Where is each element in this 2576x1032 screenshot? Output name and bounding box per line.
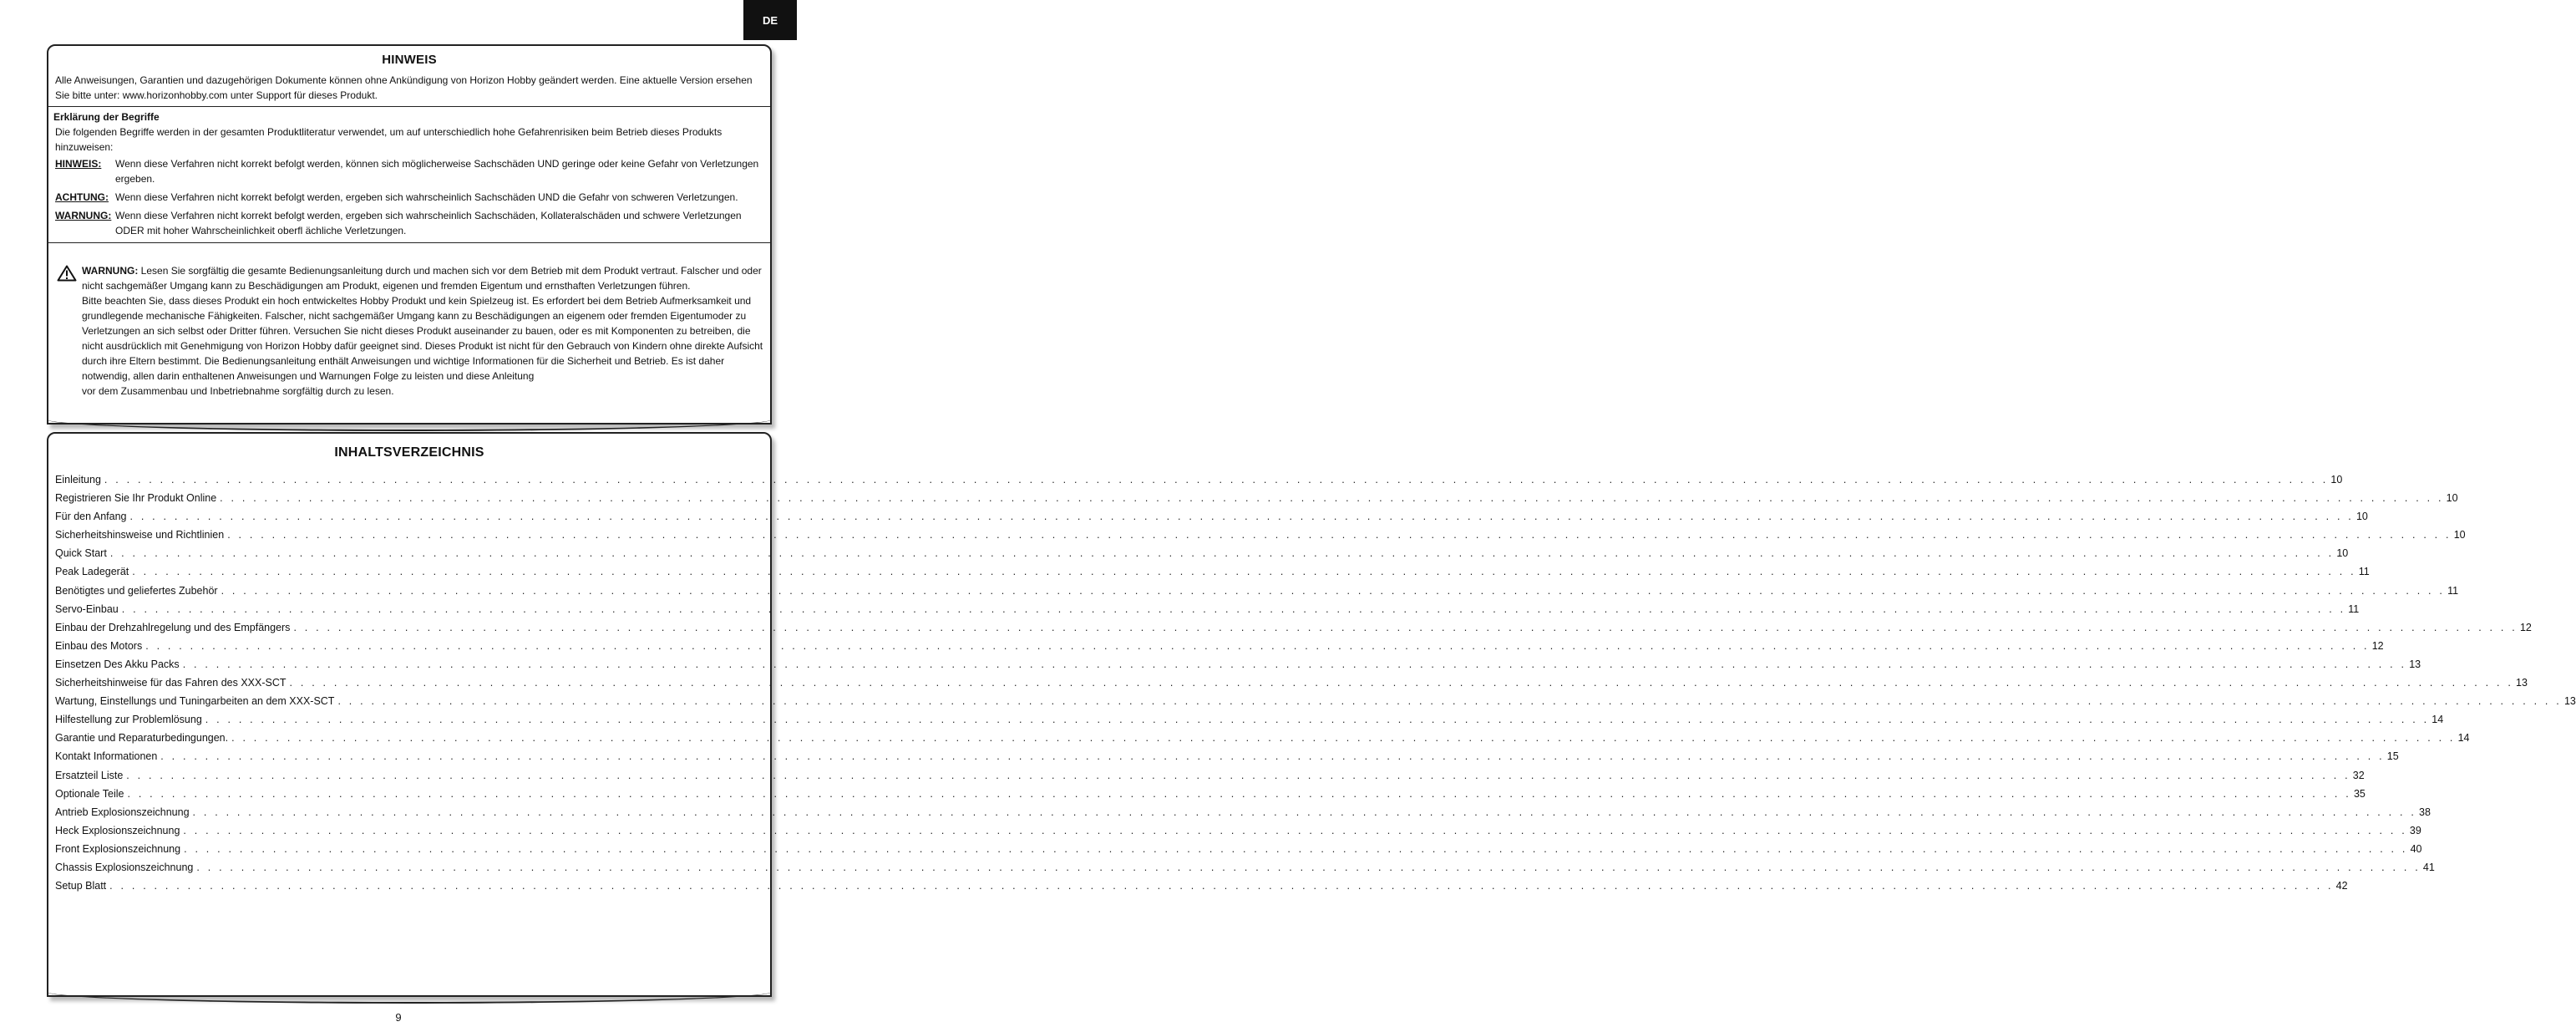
toc-entry-page: 10 [2355,511,2368,523]
toc-leader-dots: . . . . . . . . . . . . . . . . . . . . . . . . . . . . . . . . . . . . . . . . . . . . . . . . . . . . . . . . . . . . . . . . . . . . . . . . . . . . . . . . . . . . . . . . . . . . . . . . . . . . . . . . . . . . . . . . . . . . . . . . . . . . . . . . . . . . . . . . . . . . . . . . . . . . . . . . . . . . . . . . . . . . . . . . . . . . . . . . . . . . . . . . . . . . . . . . . . . . . . . . [183,824,2407,836]
toc-entry[interactable] [55,562,2370,581]
toc-entry-page: 13 [2516,677,2528,689]
term-row [53,208,763,238]
toc-entry-title: Wartung, Einstellungs und Tuningarbeiten an dem XXX-SCT [55,695,335,708]
toc-leader-dots: . . . . . . . . . . . . . . . . . . . . . . . . . . . . . . . . . . . . . . . . . . . . . . . . . . . . . . . . . . . . . . . . . . . . . . . . . . . . . . . . . . . . . . . . . . . . . . . . . . . . . . . . . . . . . . . . . . . . . . . . . . . . . . . . . . . . . . . . . . . . . . . . . . . . . . . . . . . . . . . . . . . . . . . . . . . . . . . . . . . . . . . . . . . . . . . . . . . . . . . . [160,750,2385,763]
toc-entry-page: 14 [2457,732,2470,745]
warning-triangle-icon [57,265,77,282]
toc-entry-title: Registrieren Sie Ihr Produkt Online [55,492,217,505]
toc-entry[interactable] [55,526,2466,544]
toc-entry-page: 32 [2352,769,2365,781]
toc-entry-title: Antrieb Explosionszeichnung [55,806,190,818]
warning-text [82,263,763,293]
toc-entry-page: 11 [2447,584,2459,597]
terms-section [48,107,770,243]
toc-entry[interactable] [55,544,2349,562]
toc-entry-page: 15 [2386,750,2399,763]
toc-entry-page: 10 [2336,547,2349,560]
toc-entry[interactable] [55,710,2444,729]
toc-entry-page: 11 [2358,566,2370,578]
toc-entry[interactable] [55,821,2421,840]
toc-leader-dots: . . . . . . . . . . . . . . . . . . . . . . . . . . . . . . . . . . . . . . . . . . . . . . . . . . . . . . . . . . . . . . . . . . . . . . . . . . . . . . . . . . . . . . . . . . . . . . . . . . . . . . . . . . . . . . . . . . . . . . . . . . . . . . . . . . . . . . . . . . . . . . . . . . . . . . . . . . . . . . . . . . . . . . . . . . . . . . . . . . . . . . . . . . . . . . . . . . . . . . . . [196,861,2421,873]
toc-entry-title: Front Explosionszeichnung [55,842,181,855]
toc-entry-title: Ersatzteil Liste [55,769,124,781]
toc-entry-page: 13 [2563,695,2576,708]
toc-entry-title: Sicherheitshinweise für das Fahren des XXX-SCT [55,677,287,689]
toc-entry-title: Einsetzen Des Akku Packs [55,658,180,670]
toc-entry-page: 13 [2409,658,2421,670]
toc-entry-page: 10 [2330,474,2343,485]
toc-leader-dots: . . . . . . . . . . . . . . . . . . . . . . . . . . . . . . . . . . . . . . . . . . . . . . . . . . . . . . . . . . . . . . . . . . . . . . . . . . . . . . . . . . . . . . . . . . . . . . . . . . . . . . . . . . . . . . . . . . . . . . . . . . . . . . . . . . . . . . . . . . . . . . . . . . . . . . . . . . . . . . . . . . . . . . . . . . . . . . . . . . . . . . . . . . . . . . . . . . . . . . . . [220,492,2444,505]
toc-entry-title: Optionale Teile [55,787,124,800]
toc-entry-page: 11 [2348,602,2360,615]
toc-entry-title: Peak Ladegerät [55,566,129,578]
toc-leader-dots: . . . . . . . . . . . . . . . . . . . . . . . . . . . . . . . . . . . . . . . . . . . . . . . . . . . . . . . . . . . . . . . . . . . . . . . . . . . . . . . . . . . . . . . . . . . . . . . . . . . . . . . . . . . . . . . . . . . . . . . . . . . . . . . . . . . . . . . . . . . . . . . . . . . . . . . . . . . . . . . . . . . . . . . . . . . . . . . . . . . . . . . . . . . . . . . . . . . . . . . . [293,621,2518,633]
notice-box [47,44,772,424]
toc-entry[interactable] [55,803,2431,821]
toc-entry-title: Kontakt Informationen [55,750,158,763]
toc-entry-title: Garantie und Reparaturbedingungen. [55,732,229,745]
toc-title: INHALTSVERZEICHNIS [334,445,484,460]
term-row [53,190,763,205]
toc-leader-dots: . . . . . . . . . . . . . . . . . . . . . . . . . . . . . . . . . . . . . . . . . . . . . . . . . . . . . . . . . . . . . . . . . . . . . . . . . . . . . . . . . . . . . . . . . . . . . . . . . . . . . . . . . . . . . . . . . . . . . . . . . . . . . . . . . . . . . . . . . . . . . . . . . . . . . . . . . . . . . . . . . . . . . . . . . . . . . . . . . . . . . . . . . . . . . . . . . . . . . . . . [132,566,2356,578]
toc-entry-page: 12 [2371,639,2384,652]
notice-section [48,46,770,107]
toc-entry-page: 41 [2422,861,2435,873]
toc-entry-page: 40 [2410,842,2422,855]
box-bottom-edge [47,992,772,1004]
toc-entry[interactable] [55,729,2470,747]
toc-entry[interactable] [55,674,2528,692]
toc-entry[interactable] [55,655,2421,674]
toc-leader-dots: . . . . . . . . . . . . . . . . . . . . . . . . . . . . . . . . . . . . . . . . . . . . . . . . . . . . . . . . . . . . . . . . . . . . . . . . . . . . . . . . . . . . . . . . . . . . . . . . . . . . . . . . . . . . . . . . . . . . . . . . . . . . . . . . . . . . . . . . . . . . . . . . . . . . . . . . . . . . . . . . . . . . . . . . . . . . . . . . . . . . . . . . . . . . . . . . . . . . . . . . [109,547,2335,560]
box-bottom-edge [47,419,772,431]
toc-entry[interactable] [55,470,2343,489]
toc-entry-title: Setup Blatt [55,880,107,892]
toc-entry-title: Hilfestellung zur Problemlösung [55,714,202,726]
toc-entry[interactable] [55,785,2366,803]
toc-leader-dots: . . . . . . . . . . . . . . . . . . . . . . . . . . . . . . . . . . . . . . . . . . . . . . . . . . . . . . . . . . . . . . . . . . . . . . . . . . . . . . . . . . . . . . . . . . . . . . . . . . . . . . . . . . . . . . . . . . . . . . . . . . . . . . . . . . . . . . . . . . . . . . . . . . . . . . . . . . . . . . . . . . . . . . . . . . . . . . . . . . . . . . . . . . . . . . . . . . . . . . . . [127,787,2351,800]
toc-entry-title: Einbau der Drehzahlregelung und des Empfängers [55,621,291,633]
toc-entry-title: Einleitung [55,474,101,485]
toc-entry-title: Sicherheitshinsweise und Richtlinien [55,529,225,541]
toc-leader-dots: . . . . . . . . . . . . . . . . . . . . . . . . . . . . . . . . . . . . . . . . . . . . . . . . . . . . . . . . . . . . . . . . . . . . . . . . . . . . . . . . . . . . . . . . . . . . . . . . . . . . . . . . . . . . . . . . . . . . . . . . . . . . . . . . . . . . . . . . . . . . . . . . . . . . . . . . . . . . . . . . . . . . . . . . . . . . . . . . . . . . . . . . . . . . . . . . . . . . . . . . [109,880,2334,892]
warning-paragraph-1: Lesen Sie sorgfältig die gesamte Bedienungsanleitung durch und machen sich vor dem Betrieb mit dem Produkt vertraut. Falscher und oder nicht sachgemäßer Umgang kann zu Beschädigungen am Produkt, eigenen und fremden Eigentum und ernsthaften Verletzungen führen. [82,265,762,292]
toc-leader-dots: . . . . . . . . . . . . . . . . . . . . . . . . . . . . . . . . . . . . . . . . . . . . . . . . . . . . . . . . . . . . . . . . . . . . . . . . . . . . . . . . . . . . . . . . . . . . . . . . . . . . . . . . . . . . . . . . . . . . . . . . . . . . . . . . . . . . . . . . . . . . . . . . . . . . . . . . . . . . . . . . . . . . . . . . . . . . . . . . . . . . . . . . . . . . . . . . . . . . . . . . [221,584,2446,597]
toc-entry[interactable] [55,618,2532,637]
toc-entry-page: 12 [2519,621,2532,633]
terms-intro: Die folgenden Begriffe werden in der gesamten Produktliteratur verwendet, um auf unterschiedlich hohe Gefahrenrisiken beim Betrieb dieses Produkts hinzuweisen: [55,126,723,153]
toc-entry[interactable] [55,600,2360,618]
toc-entry-title: Chassis Explosionszeichnung [55,861,194,873]
terms-heading: Erklärung der Begriffe [53,111,160,123]
toc-leader-dots: . . . . . . . . . . . . . . . . . . . . . . . . . . . . . . . . . . . . . . . . . . . . . . . . . . . . . . . . . . . . . . . . . . . . . . . . . . . . . . . . . . . . . . . . . . . . . . . . . . . . . . . . . . . . . . . . . . . . . . . . . . . . . . . . . . . . . . . . . . . . . . . . . . . . . . . . . . . . . . . . . . . . . . . . . . . . . . . . . . . . . . . . . . . . . . . . . . . . . . . . [184,842,2408,855]
toc-entry[interactable] [55,766,2365,785]
toc-entry[interactable] [55,507,2368,526]
term-definition: Wenn diese Verfahren nicht korrekt befolgt werden, ergeben sich wahrscheinlich Sachschäden, Kollateralschäden und schwere Verletzungen ODER mit hoher Wahrscheinlichkeit oberfl ächliche Verletzungen. [115,210,742,236]
page-number: 9 [395,1011,402,1024]
toc-entry[interactable] [55,747,2399,765]
term-definition: Wenn diese Verfahren nicht korrekt befolgt werden, können sich möglicherweise Sachschäden UND geringe oder keine Gefahr von Verletzungen ergeben. [115,158,759,185]
toc-entry-title: Einbau des Motors [55,639,143,652]
notice-title: HINWEIS [382,53,437,67]
toc-leader-dots: . . . . . . . . . . . . . . . . . . . . . . . . . . . . . . . . . . . . . . . . . . . . . . . . . . . . . . . . . . . . . . . . . . . . . . . . . . . . . . . . . . . . . . . . . . . . . . . . . . . . . . . . . . . . . . . . . . . . . . . . . . . . . . . . . . . . . . . . . . . . . . . . . . . . . . . . . . . . . . . . . . . . . . . . . . . . . . . . . . . . . . . . . . . . . . . . . . . . . . . . [337,695,2562,708]
toc-entry-title: Heck Explosionszeichnung [55,824,180,836]
toc-entry-page: 42 [2335,880,2348,892]
toc-leader-dots: . . . . . . . . . . . . . . . . . . . . . . . . . . . . . . . . . . . . . . . . . . . . . . . . . . . . . . . . . . . . . . . . . . . . . . . . . . . . . . . . . . . . . . . . . . . . . . . . . . . . . . . . . . . . . . . . . . . . . . . . . . . . . . . . . . . . . . . . . . . . . . . . . . . . . . . . . . . . . . . . . . . . . . . . . . . . . . . . . . . . . . . . . . . . . . . . . . . . . . . . [192,806,2417,818]
toc-entry[interactable] [55,692,2576,710]
toc-leader-dots: . . . . . . . . . . . . . . . . . . . . . . . . . . . . . . . . . . . . . . . . . . . . . . . . . . . . . . . . . . . . . . . . . . . . . . . . . . . . . . . . . . . . . . . . . . . . . . . . . . . . . . . . . . . . . . . . . . . . . . . . . . . . . . . . . . . . . . . . . . . . . . . . . . . . . . . . . . . . . . . . . . . . . . . . . . . . . . . . . . . . . . . . . . . . . . . . . . . . . . . . [289,677,2514,689]
toc-entry-page: 10 [2453,529,2466,541]
term-label: WARNUNG: [55,210,112,221]
toc-entry-title: Benötigtes und geliefertes Zubehör [55,584,218,597]
term-label: ACHTUNG: [55,191,109,203]
toc-leader-dots: . . . . . . . . . . . . . . . . . . . . . . . . . . . . . . . . . . . . . . . . . . . . . . . . . . . . . . . . . . . . . . . . . . . . . . . . . . . . . . . . . . . . . . . . . . . . . . . . . . . . . . . . . . . . . . . . . . . . . . . . . . . . . . . . . . . . . . . . . . . . . . . . . . . . . . . . . . . . . . . . . . . . . . . . . . . . . . . . . . . . . . . . . . . . . . . . . . . . . . . . [145,639,2370,652]
toc-entry-title: Quick Start [55,547,107,560]
toc-entry-page: 35 [2353,787,2366,800]
toc-list [55,470,2576,895]
toc-entry-page: 14 [2431,714,2444,726]
toc-entry[interactable] [55,877,2348,895]
notice-text: Alle Anweisungen, Garantien und dazugehörigen Dokumente können ohne Ankündigung von Horizon Hobby geändert werden. Eine aktuelle Version ersehen Sie bitte unter: www.horizonhobby.com unter Support für dieses Produkt. [55,74,753,101]
toc-box [47,432,2576,997]
warning-paragraph-2: Bitte beachten Sie, dass dieses Produkt ein hoch entwickeltes Hobby Produkt und kein Spielzeug ist. Es erfordert bei dem Betrieb Aufmerksamkeit und grundlegende mechanische Fähigkeiten. Falscher, nicht sachgemäßer Umgang kann zu Beschädigungen an eigenem oder fremden Eigentumoder zu Verletzungen an sich selbst oder Dritter führen. Versuchen Sie nicht dieses Produkt auseinander zu bauen, oder es mit Komponenten zu betreiben, die nicht ausdrücklich mit Genehmigung von Horizon Hobby dafür geeignet sind. Dieses Produkt ist nicht für den Gebrauch von Kindern ohne direkte Aufsicht durch ihre Eltern bestimmt. Die Bedienungsanleitung enthält Anweisungen und wichtige Informationen für die Sicherheit und Betrieb. Es ist daher notwendig, allen darin enthaltenen Anweisungen und Warnungen Folge zu leisten und diese Anleitung [82,295,763,382]
term-row [53,156,763,186]
toc-leader-dots: . . . . . . . . . . . . . . . . . . . . . . . . . . . . . . . . . . . . . . . . . . . . . . . . . . . . . . . . . . . . . . . . . . . . . . . . . . . . . . . . . . . . . . . . . . . . . . . . . . . . . . . . . . . . . . . . . . . . . . . . . . . . . . . . . . . . . . . . . . . . . . . . . . . . . . . . . . . . . . . . . . . . . . . . . . . . . . . . . . . . . . . . . . . . . . . . . . . . . . . . [205,714,2430,726]
warning-label: WARNUNG: [82,265,139,277]
toc-leader-dots: . . . . . . . . . . . . . . . . . . . . . . . . . . . . . . . . . . . . . . . . . . . . . . . . . . . . . . . . . . . . . . . . . . . . . . . . . . . . . . . . . . . . . . . . . . . . . . . . . . . . . . . . . . . . . . . . . . . . . . . . . . . . . . . . . . . . . . . . . . . . . . . . . . . . . . . . . . . . . . . . . . . . . . . . . . . . . . . . . . . . . . . . . . . . . . . . . . . . . . . . [121,602,2346,615]
term-definition: Wenn diese Verfahren nicht korrekt befolgt werden, ergeben sich wahrscheinlich Sachschäden UND die Gefahr von schweren Verletzungen. [115,191,738,203]
term-label: HINWEIS: [55,158,102,170]
language-tab: DE [743,0,797,40]
toc-entry-title: Servo-Einbau [55,602,119,615]
warning-section [48,243,770,399]
toc-entry[interactable] [55,840,2422,858]
toc-entry[interactable] [55,582,2459,600]
toc-entry-page: 39 [2409,824,2421,836]
toc-entry-page: 38 [2419,806,2431,818]
toc-leader-dots: . . . . . . . . . . . . . . . . . . . . . . . . . . . . . . . . . . . . . . . . . . . . . . . . . . . . . . . . . . . . . . . . . . . . . . . . . . . . . . . . . . . . . . . . . . . . . . . . . . . . . . . . . . . . . . . . . . . . . . . . . . . . . . . . . . . . . . . . . . . . . . . . . . . . . . . . . . . . . . . . . . . . . . . . . . . . . . . . . . . . . . . . . . . . . . . . . . . . . . . . [129,511,2354,523]
toc-entry[interactable] [55,858,2435,877]
toc-leader-dots: . . . . . . . . . . . . . . . . . . . . . . . . . . . . . . . . . . . . . . . . . . . . . . . . . . . . . . . . . . . . . . . . . . . . . . . . . . . . . . . . . . . . . . . . . . . . . . . . . . . . . . . . . . . . . . . . . . . . . . . . . . . . . . . . . . . . . . . . . . . . . . . . . . . . . . . . . . . . . . . . . . . . . . . . . . . . . . . . . . . . . . . . . . . . . . . . . . . . . . . . [231,732,2456,745]
toc-entry[interactable] [55,637,2384,655]
toc-entry-page: 10 [2446,492,2458,505]
warning-paragraph-3: vor dem Zusammenbau und Inbetriebnahme sorgfältig durch zu lesen. [82,385,394,397]
toc-leader-dots: . . . . . . . . . . . . . . . . . . . . . . . . . . . . . . . . . . . . . . . . . . . . . . . . . . . . . . . . . . . . . . . . . . . . . . . . . . . . . . . . . . . . . . . . . . . . . . . . . . . . . . . . . . . . . . . . . . . . . . . . . . . . . . . . . . . . . . . . . . . . . . . . . . . . . . . . . . . . . . . . . . . . . . . . . . . . . . . . . . . . . . . . . . . . . . . . . . . . . . . . [182,658,2407,670]
toc-entry[interactable] [55,489,2458,507]
toc-entry-title: Für den Anfang [55,511,127,523]
toc-leader-dots: . . . . . . . . . . . . . . . . . . . . . . . . . . . . . . . . . . . . . . . . . . . . . . . . . . . . . . . . . . . . . . . . . . . . . . . . . . . . . . . . . . . . . . . . . . . . . . . . . . . . . . . . . . . . . . . . . . . . . . . . . . . . . . . . . . . . . . . . . . . . . . . . . . . . . . . . . . . . . . . . . . . . . . . . . . . . . . . . . . . . . . . . . . . . . . . . . . . . . . . . [227,529,2452,541]
toc-leader-dots: . . . . . . . . . . . . . . . . . . . . . . . . . . . . . . . . . . . . . . . . . . . . . . . . . . . . . . . . . . . . . . . . . . . . . . . . . . . . . . . . . . . . . . . . . . . . . . . . . . . . . . . . . . . . . . . . . . . . . . . . . . . . . . . . . . . . . . . . . . . . . . . . . . . . . . . . . . . . . . . . . . . . . . . . . . . . . . . . . . . . . . . . . . . . . . . . . . . . . . . . [126,769,2350,781]
toc-leader-dots: . . . . . . . . . . . . . . . . . . . . . . . . . . . . . . . . . . . . . . . . . . . . . . . . . . . . . . . . . . . . . . . . . . . . . . . . . . . . . . . . . . . . . . . . . . . . . . . . . . . . . . . . . . . . . . . . . . . . . . . . . . . . . . . . . . . . . . . . . . . . . . . . . . . . . . . . . . . . . . . . . . . . . . . . . . . . . . . . . . . . . . . . . . . . . . . . . . . . . . . . [104,474,2329,485]
